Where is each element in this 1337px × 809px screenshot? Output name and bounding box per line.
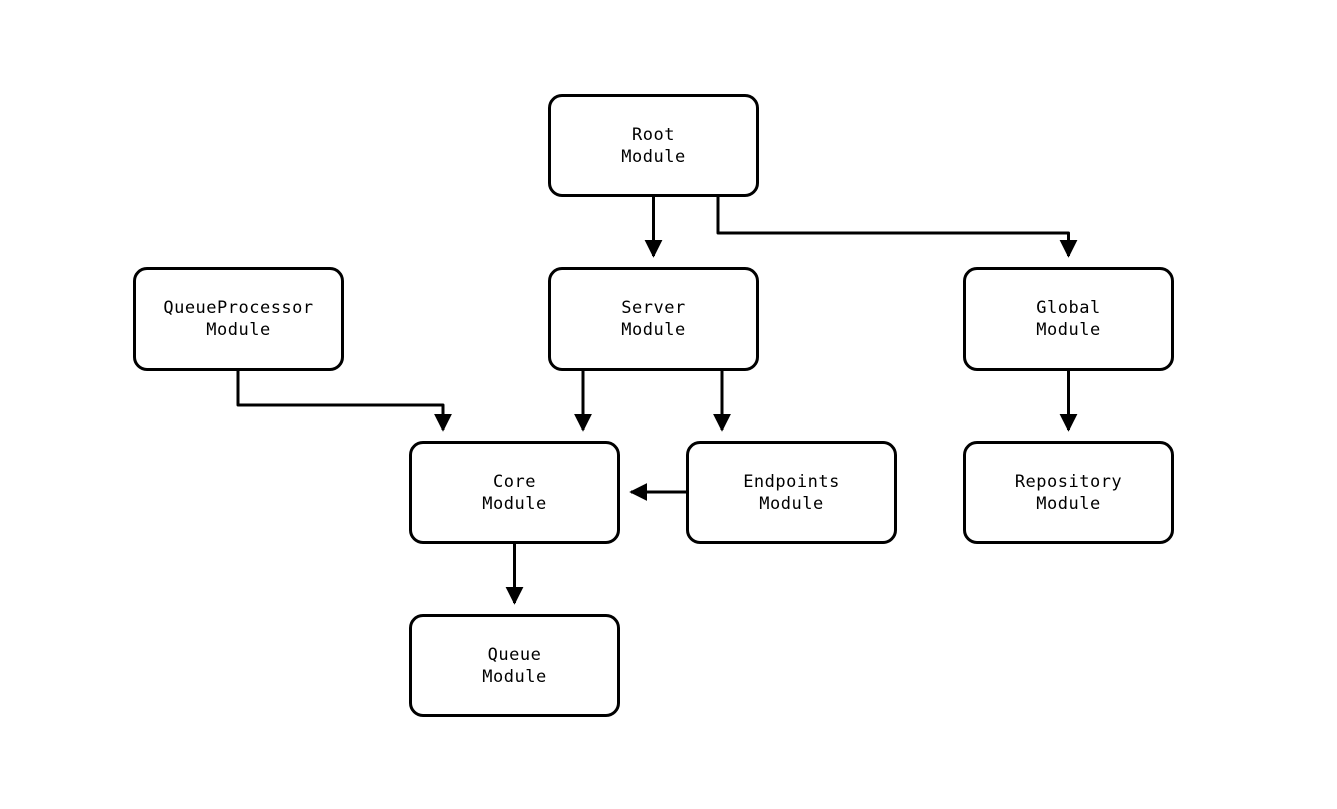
node-label-line2: Module bbox=[206, 320, 271, 340]
node-label-line2: Module bbox=[1036, 320, 1101, 340]
edge-queueprocessor-to-core bbox=[238, 371, 443, 430]
node-label-line2: Module bbox=[621, 320, 686, 340]
node-label-line2: Module bbox=[482, 493, 547, 514]
node-repository-module[interactable] bbox=[963, 441, 1174, 544]
node-root-module[interactable] bbox=[548, 94, 759, 197]
node-label-line2: Module bbox=[482, 666, 547, 687]
node-queueprocessor-module[interactable] bbox=[133, 267, 344, 371]
node-label-line1: Queue bbox=[487, 644, 542, 665]
node-queue-module[interactable] bbox=[409, 614, 620, 717]
node-label-line1: QueueProcessor bbox=[163, 298, 314, 318]
node-endpoints-module[interactable] bbox=[686, 441, 897, 544]
node-label-line1: Core bbox=[493, 471, 536, 492]
node-label-line1: Root bbox=[632, 124, 675, 145]
node-label-line1: Global bbox=[1036, 298, 1101, 318]
edge-root-to-global bbox=[718, 197, 1069, 256]
node-label-line1: Server bbox=[621, 298, 686, 318]
node-label-line2: Module bbox=[621, 146, 686, 167]
node-global-module[interactable] bbox=[963, 267, 1174, 371]
node-label-line2: Module bbox=[759, 493, 824, 514]
node-server-module[interactable] bbox=[548, 267, 759, 371]
node-label-line1: Endpoints bbox=[743, 471, 840, 492]
node-core-module[interactable] bbox=[409, 441, 620, 544]
node-label-line1: Repository bbox=[1014, 471, 1123, 492]
node-label-line2: Module bbox=[1036, 493, 1101, 514]
